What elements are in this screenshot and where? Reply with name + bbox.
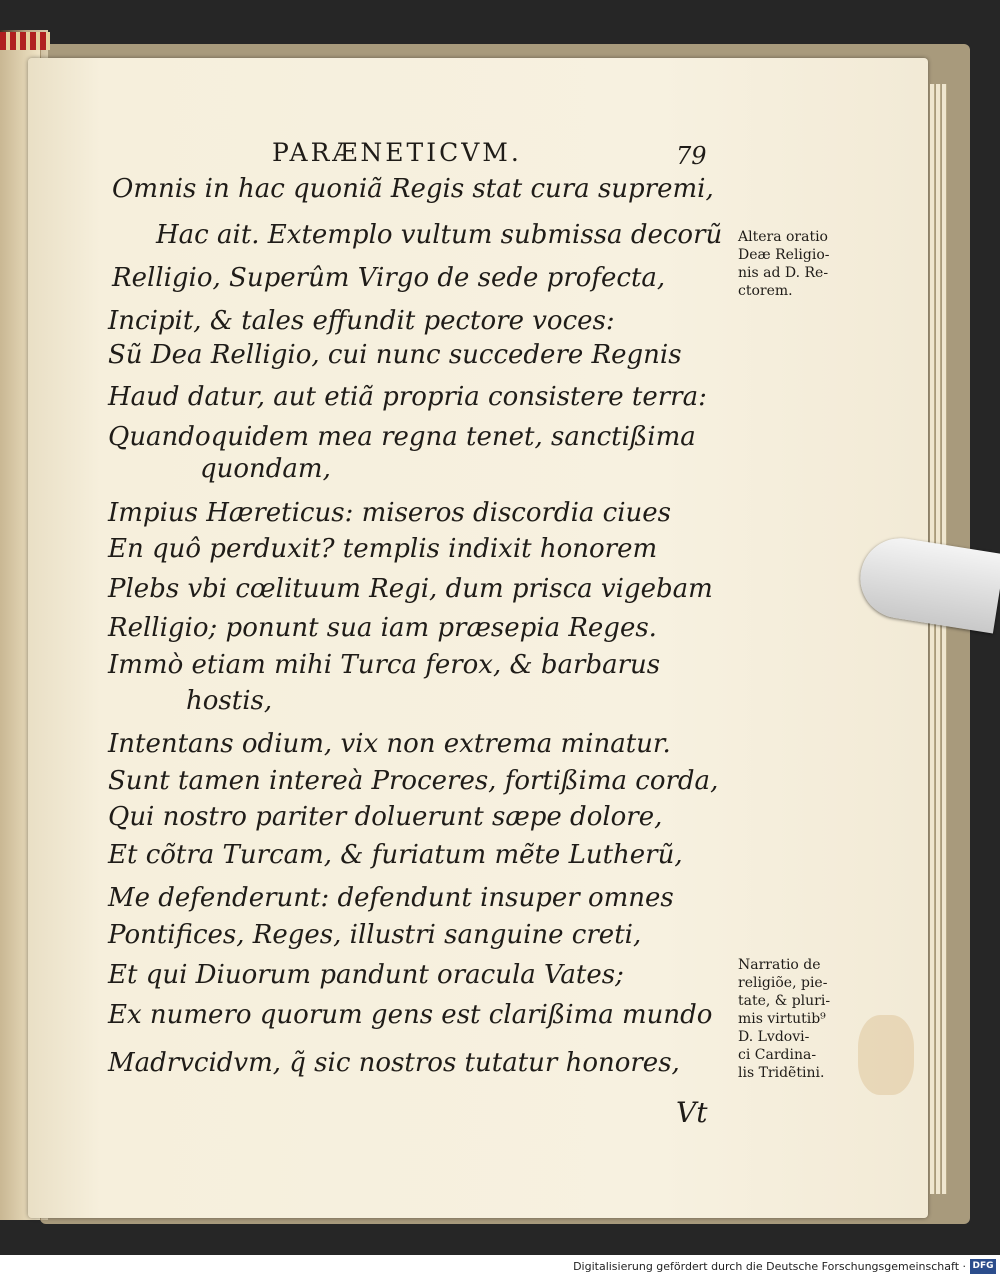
verse-line: Ex numero quorum gens est clarißima mundo: [108, 1000, 713, 1030]
page-edge: [942, 84, 947, 1194]
verse-line: Relligio, Superûm Virgo de sede profecta,: [112, 263, 666, 293]
verse-line: Plebs vbi cœlituum Regi, dum prisca vigebam: [108, 574, 713, 604]
page-stain: [858, 1015, 914, 1095]
verse-line: Sũ Dea Relligio, cui nunc succedere Regnis: [108, 340, 682, 370]
page-number: 79: [676, 142, 707, 170]
verse-line: Intentans odium, vix non extrema minatur.: [108, 729, 671, 759]
verse-line: Me defenderunt: defendunt insuper omnes: [108, 883, 674, 913]
verse-line: En quô perduxit? templis indixit honorem: [108, 534, 658, 564]
dfg-logo: DFG: [970, 1259, 996, 1274]
verse-line: Sunt tamen intereà Proceres, fortißima corda,: [108, 766, 719, 796]
marginal-note: Narratio de religiõe, pie- tate, & pluri- mis virtutib⁹ D. Lvdovi- ci Cardina- lis Tridẽtini.: [738, 957, 831, 1081]
page-edge: [936, 84, 941, 1194]
running-header: PARÆNETICVM.: [272, 138, 522, 167]
verse-line: hostis,: [186, 686, 273, 716]
verse-line: Impius Hæreticus: miseros discordia ciues: [108, 498, 672, 528]
verse-line: Incipit, & tales effundit pectore voces:: [108, 306, 615, 336]
verse-line: Relligio; ponunt sua iam præsepia Reges.: [108, 613, 657, 643]
footer-bar: [0, 1255, 1000, 1279]
verse-line: Hac ait. Extemplo vultum submissa decorũ: [156, 220, 723, 250]
verse-line: Et qui Diuorum pandunt oracula Vates;: [108, 960, 624, 990]
footer-credit: Digitalisierung gefördert durch die Deutsche Forschungsgemeinschaft ·: [573, 1260, 966, 1273]
catchword: Vt: [676, 1096, 708, 1129]
bookmark-ribbon: [0, 32, 50, 50]
verse-line: Pontifices, Reges, illustri sanguine creti,: [108, 920, 642, 950]
marginal-note: Altera oratio Deæ Religio- nis ad D. Re- ctorem.: [738, 229, 830, 299]
verse-line: quondam,: [200, 454, 331, 484]
verse-line: Quandoquidem mea regna tenet, sanctißima: [108, 422, 696, 452]
page-edge: [930, 84, 935, 1194]
verse-line: Qui nostro pariter doluerunt sæpe dolore,: [108, 802, 663, 832]
verse-line: Et cõtra Turcam, & furiatum mẽte Lutherũ,: [108, 840, 683, 870]
verse-line: Madrvcidvm, q̃ sic nostros tutatur honores,: [108, 1048, 680, 1078]
verse-line: Omnis in hac quoniã Regis stat cura supremi,: [112, 174, 714, 204]
verse-line: Immò etiam mihi Turca ferox, & barbarus: [108, 650, 661, 680]
verse-line: Haud datur, aut etiã propria consistere terra:: [108, 382, 707, 412]
